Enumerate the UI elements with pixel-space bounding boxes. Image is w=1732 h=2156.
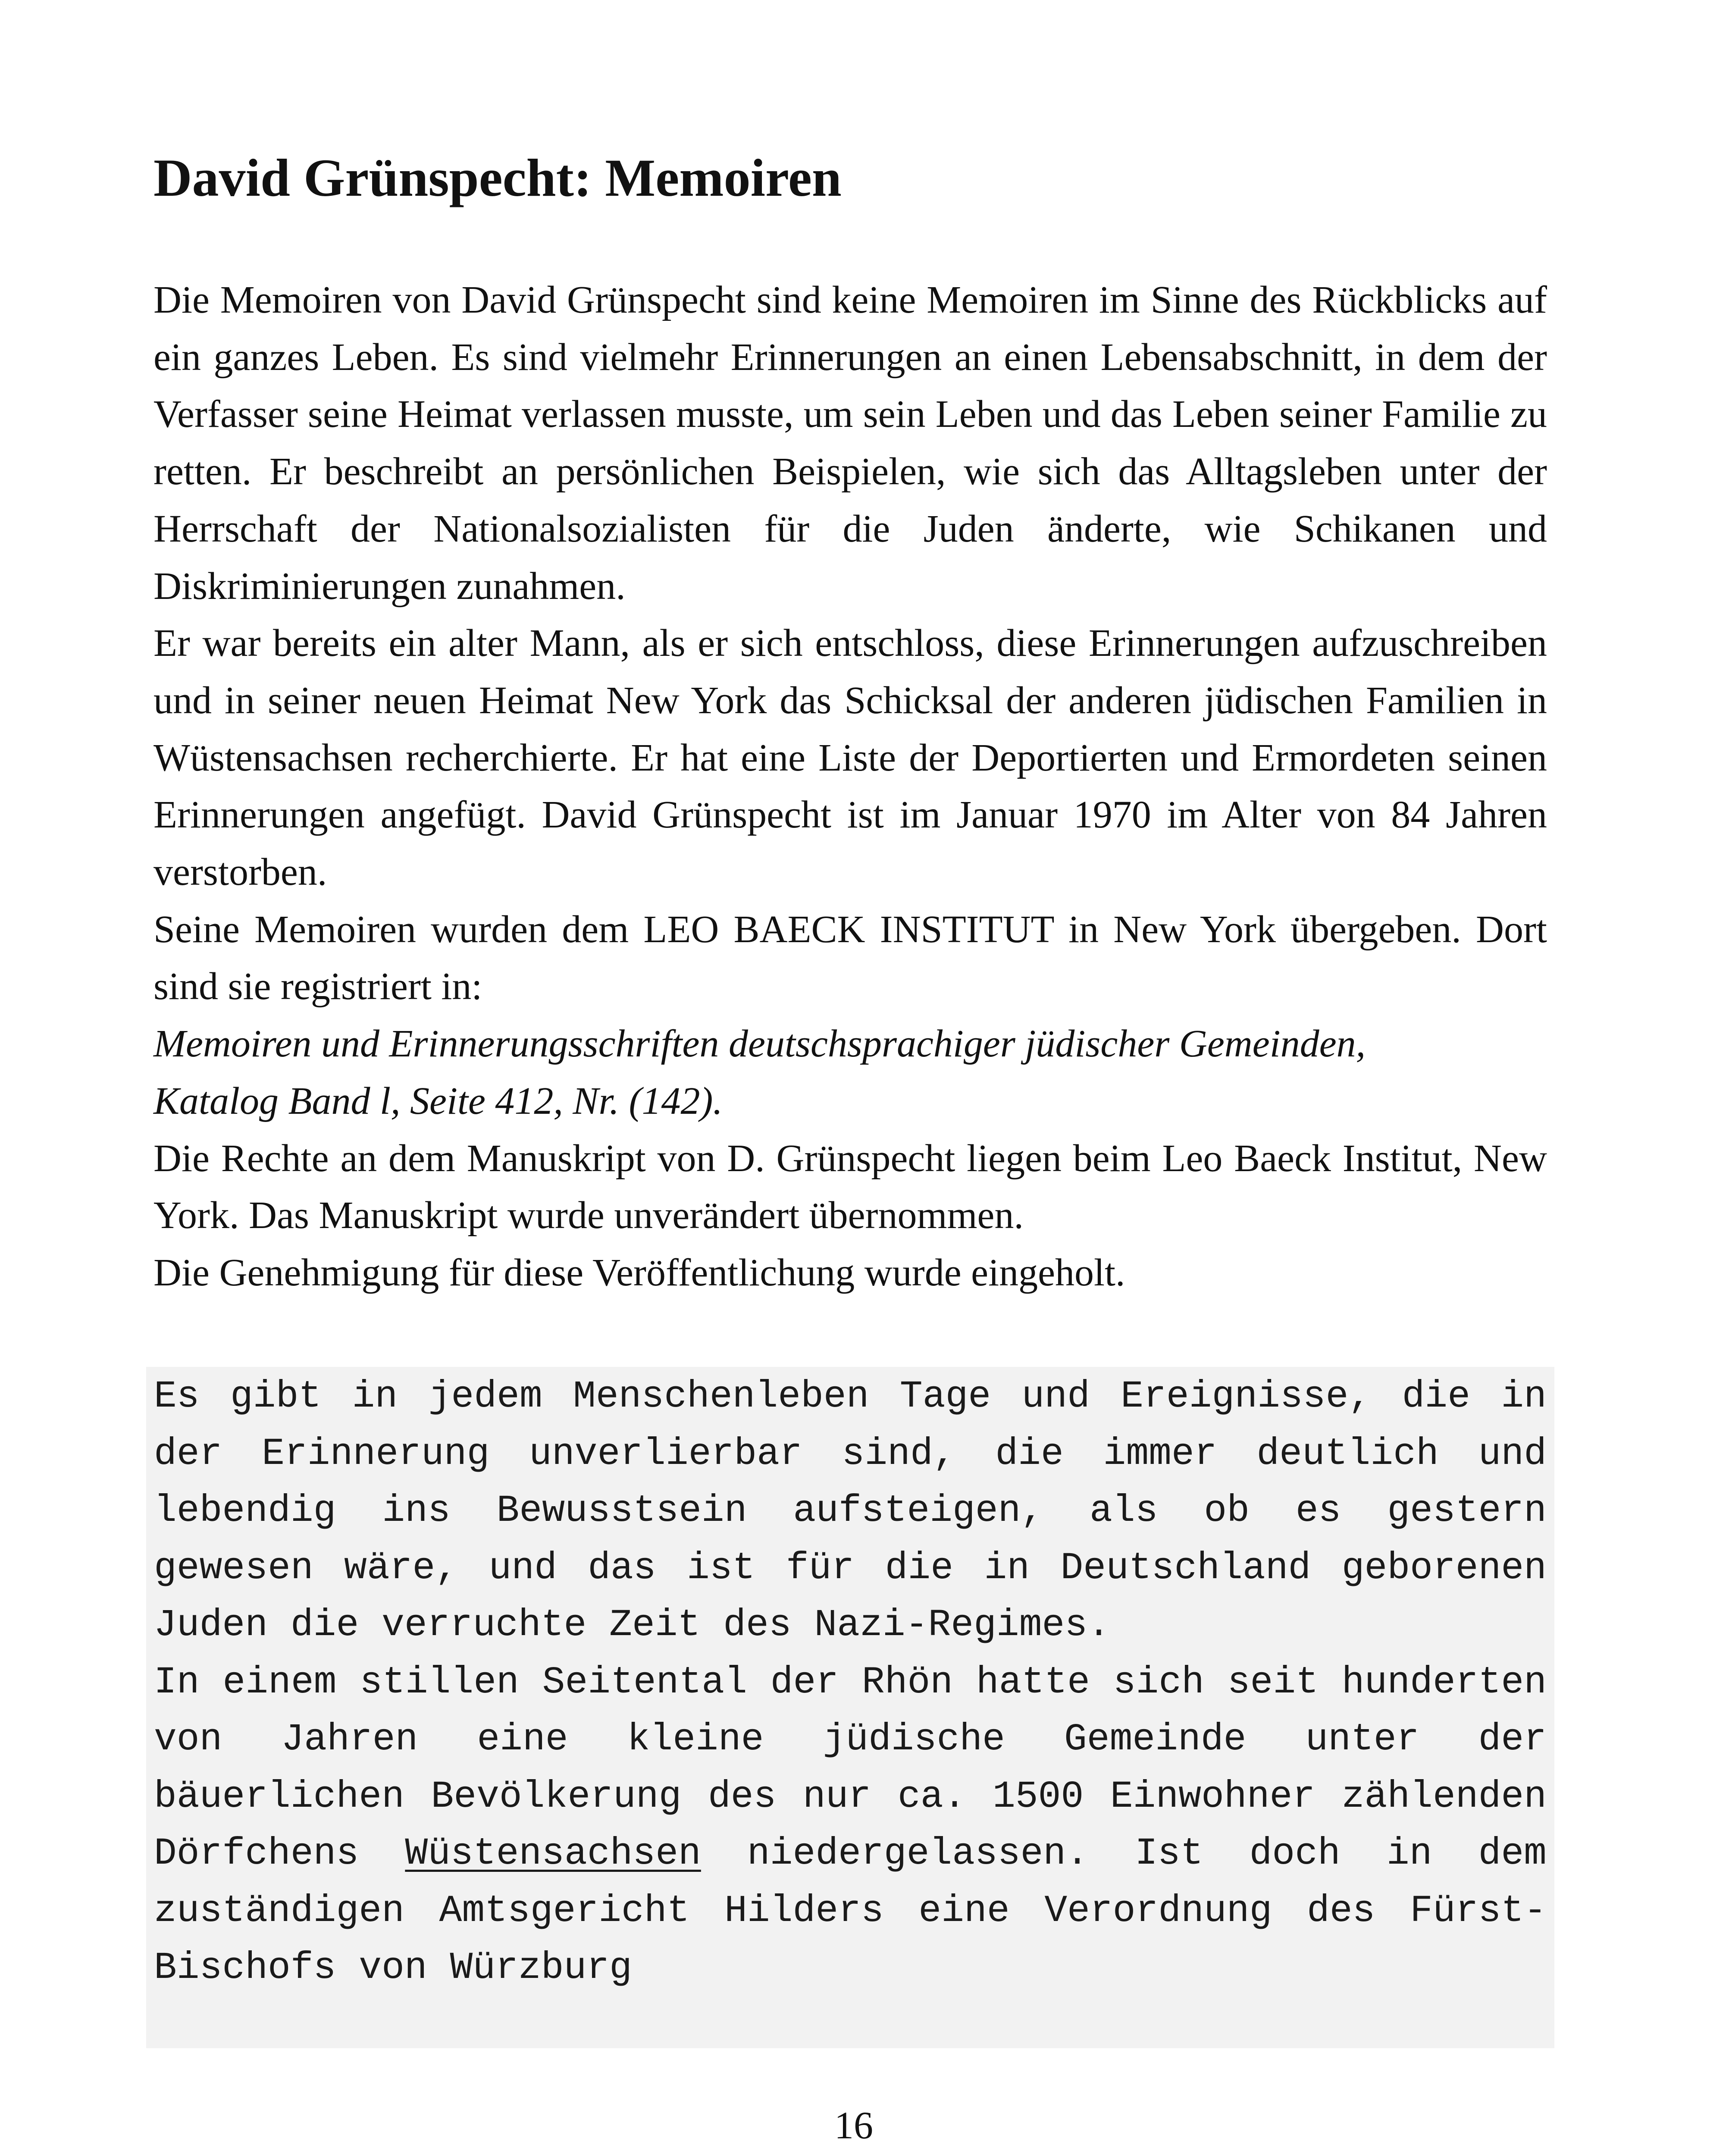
- intro-paragraph: Die Rechte an dem Manuskript von D. Grünspecht liegen beim Leo Baeck Institut, New York. Das Manuskript wurde unverändert übernommen.: [153, 1137, 1547, 1237]
- page-number: 16: [834, 2104, 873, 2147]
- intro-text: [153, 272, 1547, 1302]
- intro-paragraph: Die Memoiren von David Grünspecht sind keine Memoiren im Sinne des Rückblicks auf ein ganzes Leben. Es sind vielmehr Erinnerungen an einen Lebensabschnitt, in dem der Verfasser seine Heimat verlassen musste, um sein Leben und das Leben seiner Familie zu retten. Er beschreibt an persönlichen Beispielen, wie sich das Alltagsleben unter der Herrschaft der Nationalsozialisten für die Juden änderte, wie Schikanen und Diskriminierungen zunahmen.: [153, 279, 1547, 608]
- memoir-text: In einem stillen Seitental der Rhön hatte sich seit hunderten von Jahren eine kleine jüdische Gemeinde unter der bäuerlichen Bevölkerung des nur ca. 1500 Einwohner zählenden Dörfchens: [154, 1661, 1547, 1875]
- memoir-text: niedergelassen. Ist doch in dem zuständigen Amtsgericht Hilders eine Verordnung des Fürst-Bischofs von Würzburg: [154, 1833, 1547, 1990]
- intro-paragraph: Er war bereits ein alter Mann, als er sich entschloss, diese Erinnerungen aufzuschreiben und in seiner neuen Heimat New York das Schicksal der anderen jüdischen Familien in Wüstensachsen recherchierte. Er hat eine Liste der Deportierten und Ermordeten seinen Erinnerungen angefügt. David Grünspecht ist im Januar 1970 im Alter von 84 Jahren verstorben.: [153, 622, 1547, 894]
- catalog-reference-line: Katalog Band l, Seite 412, Nr. (142).: [153, 1079, 723, 1122]
- underlined-place-name: Wüstensachsen: [405, 1833, 701, 1875]
- intro-paragraph: Die Genehmigung für diese Veröffentlichung wurde eingeholt.: [153, 1251, 1125, 1294]
- memoir-excerpt: [146, 1367, 1554, 2048]
- memoir-paragraph: [154, 1655, 1547, 1997]
- catalog-reference-line: Memoiren und Erinnerungsschriften deutschsprachiger jüdischer Gemeinden,: [153, 1022, 1366, 1065]
- intro-paragraph: Seine Memoiren wurden dem LEO BAECK INSTITUT in New York übergeben. Dort sind sie registriert in:: [153, 908, 1547, 1008]
- page-title: David Grünspecht: Memoiren: [153, 148, 842, 207]
- memoir-paragraph: Es gibt in jedem Menschenleben Tage und Ereignisse, die in der Erinnerung unverlierbar sind, die immer deutlich und lebendig ins Bewusstsein aufsteigen, als ob es gestern gewesen wäre, und das ist für die in Deutschland geborenen Juden die verruchte Zeit des Nazi-Regimes.: [154, 1376, 1547, 1647]
